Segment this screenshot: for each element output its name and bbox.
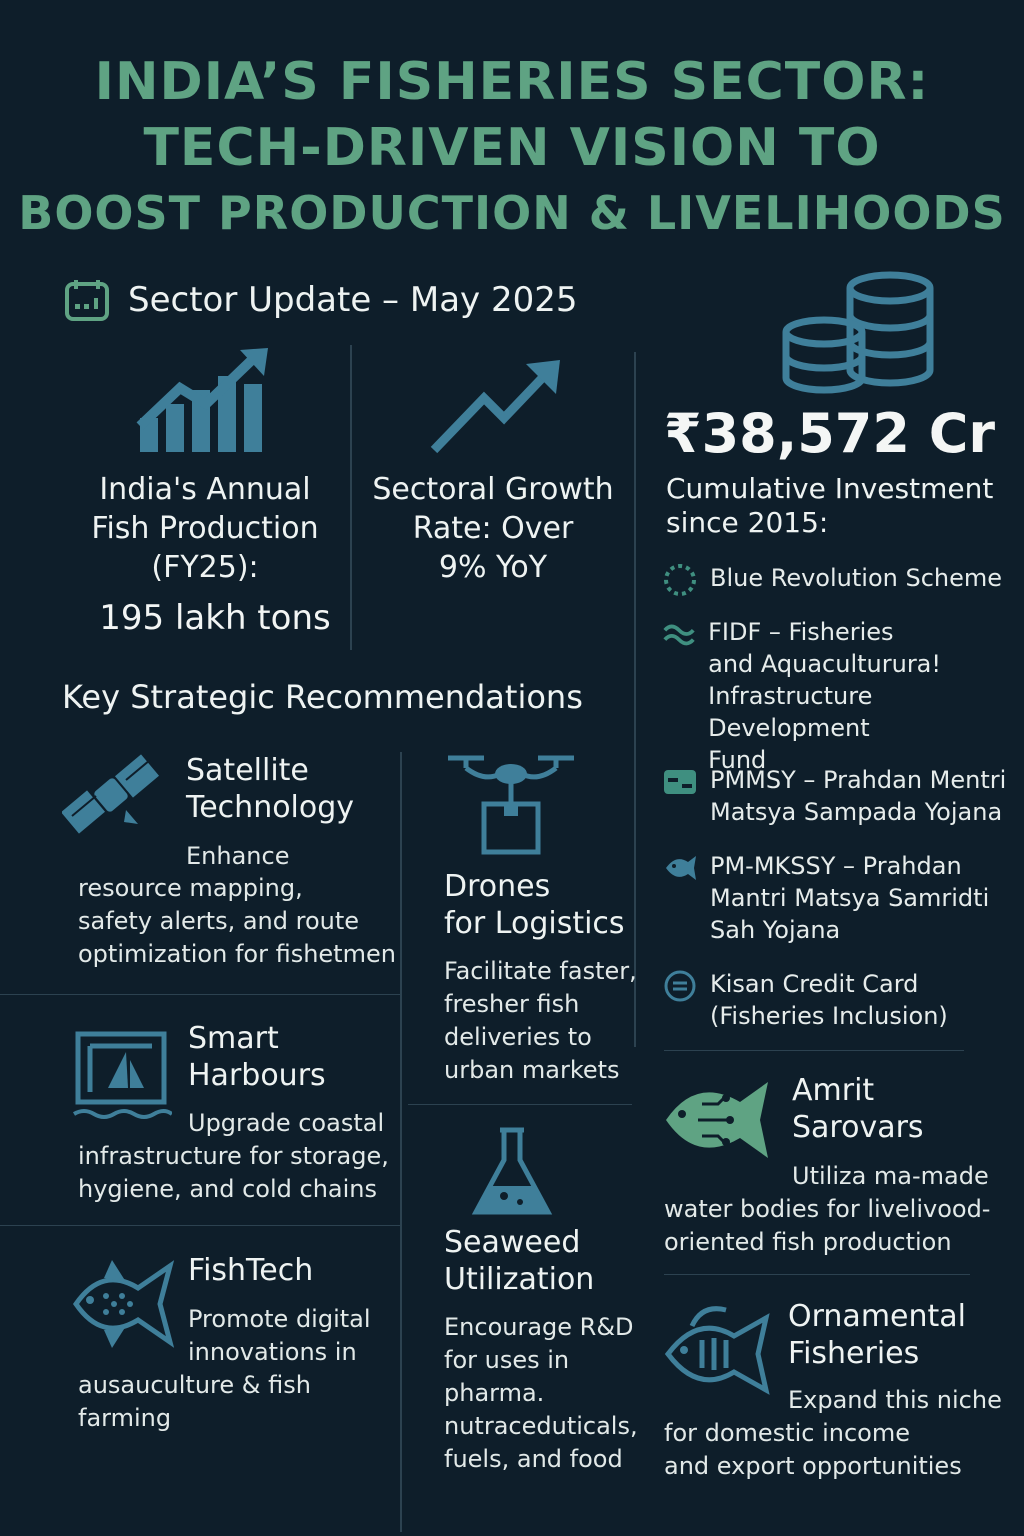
- scheme-line: Sah Yojana: [710, 916, 841, 944]
- growth-label: [362, 470, 624, 587]
- satellite-desc-2: resource mapping,: [78, 874, 303, 902]
- ornamental-fish-icon: [662, 1300, 772, 1400]
- growth-label-1: Sectoral Growth: [372, 472, 614, 507]
- scheme-line: Mantri Matsya Samridti: [710, 884, 990, 912]
- scheme-line: (Fisheries Inclusion): [710, 1002, 948, 1030]
- update-text: Sector Update – May 2025: [128, 280, 578, 320]
- seaweed-title: [444, 1224, 594, 1298]
- satellite-title-1: Satellite: [186, 753, 309, 788]
- seaweed-title-1: Seaweed: [444, 1225, 581, 1260]
- satellite-desc-1: Enhance: [186, 842, 290, 870]
- production-label-1: India's Annual: [99, 472, 311, 507]
- harbours-title-2: Harbours: [188, 1058, 326, 1093]
- fishtech-desc-2: innovations in: [188, 1338, 357, 1366]
- scheme-line: Blue Revolution Scheme: [710, 564, 1003, 592]
- harbours-desc-3: hygiene, and cold chains: [78, 1175, 378, 1203]
- amrit-title-1: Amrit: [792, 1073, 875, 1108]
- circle-lines-icon: [662, 968, 698, 1004]
- scheme-pm-mkssy: [662, 850, 989, 946]
- investment-label: [666, 472, 993, 540]
- amrit-desc-2: water bodies for livelivood-: [664, 1195, 991, 1223]
- bar-chart-growth-icon: [136, 346, 272, 454]
- investment-label-1: Cumulative Investment: [666, 472, 994, 505]
- growth-label-3: 9% YoY: [438, 550, 548, 585]
- scheme-line: Infrastructure Development: [708, 682, 873, 742]
- production-label: [70, 470, 340, 587]
- scheme-line: PM-MKSSY – Prahdan: [710, 852, 962, 880]
- scheme-blue-revolution: [662, 562, 1002, 598]
- harbours-desc-1: Upgrade coastal: [188, 1109, 385, 1137]
- production-value: 195 lakh tons: [99, 598, 331, 638]
- fishtech-desc-3: ausauculture & fish: [78, 1371, 311, 1399]
- ornamental-desc-2: for domestic income: [664, 1419, 910, 1447]
- fish-icon: [662, 850, 698, 886]
- seaweed-title-2: Utilization: [444, 1262, 595, 1297]
- scheme-pmmsy: [662, 764, 1006, 828]
- divider: [664, 1050, 964, 1051]
- amrit-desc-3: oriented fish production: [664, 1228, 952, 1256]
- sector-update: [64, 278, 578, 322]
- card-icon: [662, 764, 698, 800]
- scheme-line: Matsya Sampada Yojana: [710, 798, 1003, 826]
- harbours-title-1: Smart: [188, 1021, 279, 1056]
- drones-desc-4: urban markets: [444, 1056, 620, 1084]
- seaweed-desc-2: for uses in: [444, 1346, 570, 1374]
- coin-stack-icon: [780, 270, 936, 394]
- scheme-fidf: [662, 616, 1024, 776]
- waves-icon: [662, 616, 696, 652]
- satellite-title-2: Technology: [186, 790, 355, 825]
- divider: [664, 1274, 970, 1275]
- drones-title-2: for Logistics: [444, 906, 625, 941]
- amrit-title: [792, 1072, 924, 1146]
- satellite-desc-3: safety alerts, and route: [78, 907, 360, 935]
- drones-title-1: Drones: [444, 869, 551, 904]
- scheme-line: Fund: [708, 746, 767, 774]
- dotted-circle-icon: [662, 562, 698, 598]
- drones-desc-2: fresher fish: [444, 990, 580, 1018]
- drones-desc: [444, 955, 637, 1087]
- trend-arrow-icon: [428, 358, 564, 456]
- ornamental-desc-1: Expand this niche: [788, 1386, 1002, 1414]
- divider: [400, 752, 402, 1532]
- scheme-line: Kisan Credit Card: [710, 970, 919, 998]
- scheme-line: FIDF – Fisheries: [708, 618, 894, 646]
- satellite-title: [186, 752, 354, 826]
- fishtech-title: FishTech: [188, 1253, 314, 1288]
- ornamental-title-1: Ornamental: [788, 1299, 966, 1334]
- scheme-line: PMMSY – Prahdan Mentri: [710, 766, 1007, 794]
- growth-label-2: Rate: Over: [412, 511, 574, 546]
- fishtech-desc-4: farming: [78, 1404, 172, 1432]
- amrit-desc-1: Utiliza ma-made: [792, 1162, 989, 1190]
- investment-label-2: since 2015:: [666, 506, 829, 539]
- title-line-2: TECH-DRIVEN VISION TO: [143, 118, 881, 178]
- title-line-1: INDIA’S FISHERIES SECTOR:: [94, 52, 930, 112]
- scheme-kisan-credit-card: [662, 968, 948, 1032]
- ornamental-desc-3: and export opportunities: [664, 1452, 962, 1480]
- seaweed-desc-4: nutraceduticals,: [444, 1412, 638, 1440]
- harbours-title: [188, 1020, 326, 1094]
- calendar-icon: [64, 278, 110, 322]
- scheme-line: and Aquaculturura!: [708, 650, 942, 678]
- fishtech-desc-1: Promote digital: [188, 1305, 371, 1333]
- amrit-title-2: Sarovars: [792, 1110, 924, 1145]
- satellite-desc-4: optimization for fishetmen: [78, 940, 396, 968]
- title-line-3: BOOST PRODUCTION & LIVELIHOODS: [18, 186, 1006, 240]
- seaweed-desc-5: fuels, and food: [444, 1445, 623, 1473]
- flask-icon: [470, 1126, 554, 1218]
- drones-title: [444, 868, 625, 942]
- ornamental-title: [788, 1298, 966, 1372]
- drones-desc-3: deliveries to: [444, 1023, 592, 1051]
- investment-amount: ₹38,572 Cr: [664, 402, 996, 465]
- production-label-2: Fish Production: [91, 511, 319, 546]
- seaweed-desc: [444, 1311, 638, 1476]
- production-label-3: (FY25):: [151, 550, 259, 585]
- satellite-icon: [62, 752, 162, 842]
- divider: [0, 994, 400, 995]
- circuit-fish-icon: [662, 1074, 772, 1164]
- harbours-desc-2: infrastructure for storage,: [78, 1142, 389, 1170]
- divider: [0, 1225, 400, 1226]
- ornamental-title-2: Fisheries: [788, 1336, 920, 1371]
- drones-desc-1: Facilitate faster,: [444, 957, 637, 985]
- seaweed-desc-1: Encourage R&D: [444, 1313, 634, 1341]
- recommendations-heading: Key Strategic Recommendations: [62, 678, 583, 716]
- seaweed-desc-3: pharma.: [444, 1379, 545, 1407]
- drone-icon: [444, 752, 578, 858]
- harbour-icon: [72, 1030, 172, 1124]
- divider: [634, 352, 636, 1047]
- patterned-fish-icon: [72, 1256, 176, 1352]
- divider: [408, 1104, 632, 1105]
